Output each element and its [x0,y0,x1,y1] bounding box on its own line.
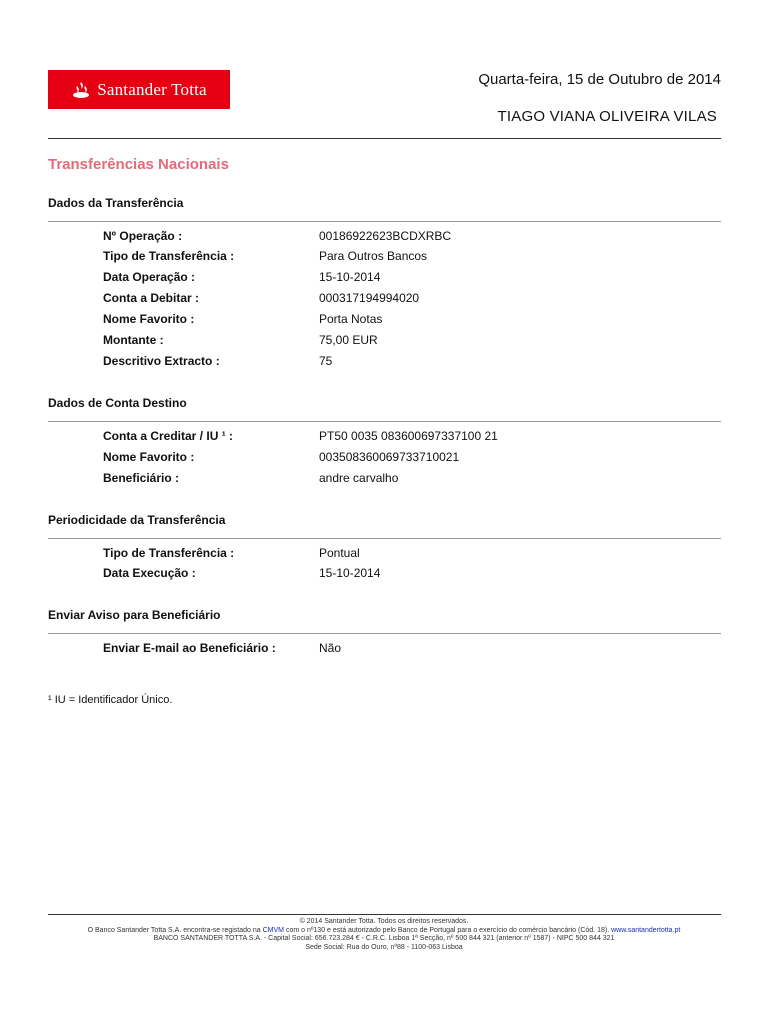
row-value: Porta Notas [319,312,383,326]
row-value: 15-10-2014 [319,566,381,580]
footer [40,918,728,952]
detail-row [0,641,768,659]
logo-text: Santander Totta [97,79,207,99]
detail-row [0,249,768,267]
client-name: TIAGO VIANA OLIVEIRA VILAS [497,108,717,125]
row-label: Enviar E-mail ao Beneficiário : [103,641,276,655]
detail-row [0,312,768,330]
row-value: 75 [319,354,333,368]
row-value: Para Outros Bancos [319,249,428,263]
section-divider [48,538,721,539]
detail-row [0,471,768,489]
section-title-periodicity: Periodicidade da Transferência [48,513,226,527]
detail-row [0,450,768,468]
section-divider [48,221,721,222]
detail-row [0,354,768,372]
section-divider [48,421,721,422]
row-label: Tipo de Transferência : [103,249,235,263]
detail-row [0,566,768,584]
document-date: Quarta-feira, 15 de Outubro de 2014 [478,71,721,88]
section-title-notice: Enviar Aviso para Beneficiário [48,608,221,622]
footer-divider [48,914,721,915]
footer-text: com o nº130 e está autorizado pelo Banco de Portugal para o exercício do comércio bancário (Cód. 18). [284,926,612,934]
row-value: 00186922623BCDXRBC [319,229,452,243]
flame-icon [71,80,91,100]
detail-row [0,270,768,288]
row-label: Nome Favorito : [103,312,195,326]
row-label: Conta a Creditar / IU ¹ : [103,429,234,443]
santander-logo [48,70,230,109]
footer-address-line: Sede Social: Rua do Ouro, nº88 - 1100-063 Lisboa [305,943,463,951]
row-label: Descritivo Extracto : [103,354,220,368]
row-value: Não [319,641,342,655]
row-label: Data Operação : [103,270,196,284]
page-title: Transferências Nacionais [48,156,229,173]
cmvm-link[interactable]: CMVM [262,926,284,934]
website-link[interactable]: www.santandertotta.pt [611,926,681,934]
row-value: PT50 0035 083600697337100 21 [319,429,498,443]
detail-row [0,429,768,447]
footer-legal-line [40,927,728,936]
row-label: Tipo de Transferência : [103,546,235,560]
header-divider [48,138,721,139]
footnote: ¹ IU = Identificador Único. [48,694,173,706]
row-value: 000317194994020 [319,291,420,305]
section-divider [48,633,721,634]
row-label: Nome Favorito : [103,450,195,464]
section-title-transfer: Dados da Transferência [48,196,184,210]
detail-row [0,333,768,351]
footer-text: O Banco Santander Totta S.A. encontra-se registado na [87,926,263,934]
section-title-destination: Dados de Conta Destino [48,396,187,410]
detail-row [0,229,768,247]
row-value: 003508360069733710021 [319,450,460,464]
row-value: 15-10-2014 [319,270,381,284]
row-label: Nº Operação : [103,229,183,243]
row-label: Conta a Debitar : [103,291,200,305]
row-value: andre carvalho [319,471,399,485]
row-label: Beneficiário : [103,471,180,485]
detail-row [0,291,768,309]
row-label: Data Execução : [103,566,196,580]
row-label: Montante : [103,333,164,347]
row-value: Pontual [319,546,360,560]
footer-capital-line: BANCO SANTANDER TOTTA S.A. - Capital Social: 656.723.284 € - C.R.C. Lisboa 1ª Secção, nº 500 844 321 (anterior nº 1587) - NIPC 500 844 321 [153,935,615,943]
detail-row [0,546,768,564]
footer-copyright: © 2014 Santander Totta. Todos os direitos reservados. [299,918,469,925]
row-value: 75,00 EUR [319,333,378,347]
